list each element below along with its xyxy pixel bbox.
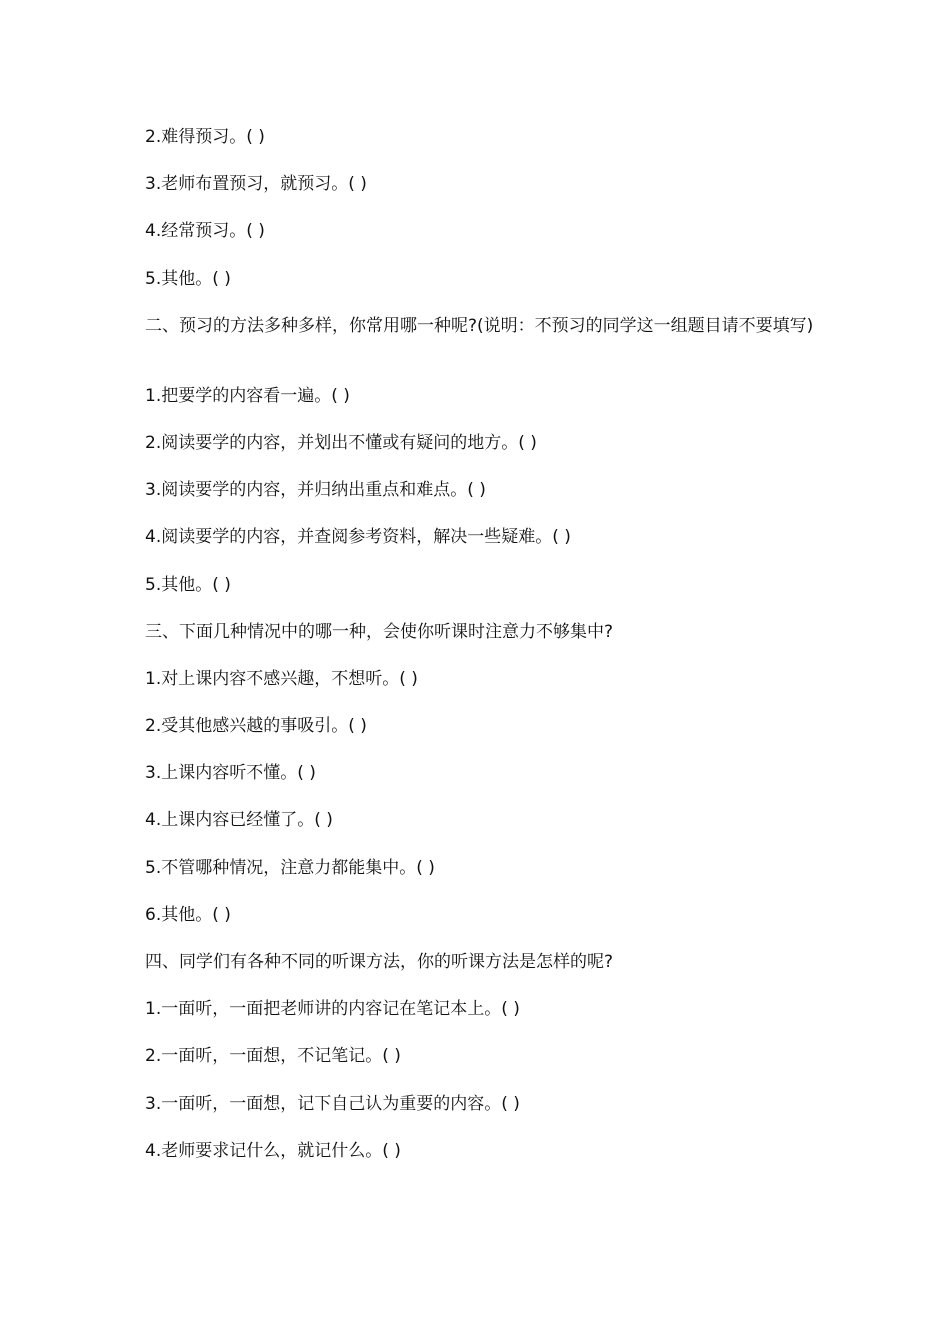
option-line: 6.其他。( ) (145, 904, 231, 925)
option-line: 1.一面听，一面把老师讲的内容记在笔记本上。( ) (145, 999, 520, 1020)
option-line: 1.对上课内容不感兴趣，不想听。( ) (145, 668, 418, 689)
option-line: 2.受其他感兴越的事吸引。( ) (145, 716, 367, 737)
option-line: 3.老师布置预习，就预习。( ) (145, 174, 367, 195)
option-line: 5.其他。( ) (145, 574, 231, 595)
option-line: 3.一面听，一面想，记下自己认为重要的内容。( ) (145, 1093, 520, 1114)
option-line: 3.上课内容听不懂。( ) (145, 763, 316, 784)
option-line: 5.其他。( ) (145, 268, 231, 289)
document-body (145, 122, 815, 1183)
option-line: 4.经常预习。( ) (145, 221, 265, 242)
question-heading: 四、同学们有各种不同的听课方法，你的听课方法是怎样的呢? (145, 952, 614, 972)
option-line: 2.阅读要学的内容，并划出不懂或有疑问的地方。( ) (145, 432, 537, 453)
option-line: 2.一面听，一面想，不记笔记。( ) (145, 1046, 401, 1067)
option-line: 4.上课内容已经懂了。( ) (145, 810, 333, 831)
option-line: 4.阅读要学的内容，并查阅参考资料，解决一些疑难。( ) (145, 527, 571, 548)
option-line: 4.老师要求记什么，就记什么。( ) (145, 1140, 401, 1161)
option-line: 1.把要学的内容看一遍。( ) (145, 385, 350, 406)
question-heading: 三、下面几种情况中的哪一种，会使你听课时注意力不够集中? (145, 621, 614, 642)
option-line: 3.阅读要学的内容，并归纳出重点和难点。( ) (145, 480, 486, 501)
option-line: 5.不管哪种情况，注意力都能集中。( ) (145, 857, 435, 878)
option-line: 2.难得预习。( ) (145, 127, 265, 147)
question-heading: 二、预习的方法多种多样，你常用哪一种呢?(说明：不预习的同学这一组题目请不要填写) (145, 315, 814, 336)
